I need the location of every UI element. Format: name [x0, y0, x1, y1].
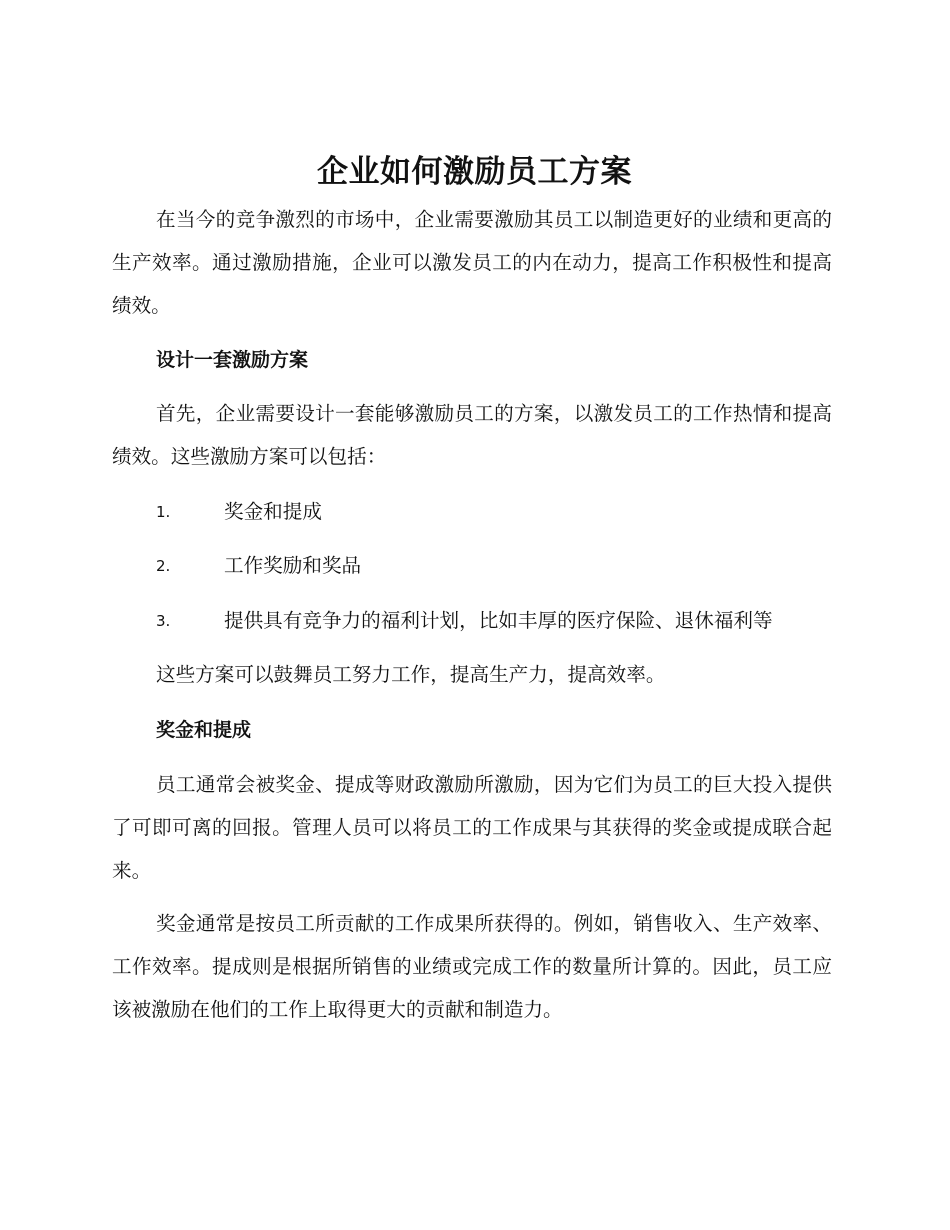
- list-item: [156, 606, 836, 636]
- list-item-number: 2.: [156, 557, 171, 575]
- section-closing-design: 这些方案可以鼓舞员工努力工作，提高生产力，提高效率。: [156, 663, 666, 686]
- section-heading-design: 设计一套激励方案: [156, 349, 309, 371]
- list-item-number: 3.: [156, 612, 171, 630]
- list-item: [156, 551, 836, 581]
- list-item-text: 奖金和提成: [224, 500, 322, 523]
- intro-paragraph: 在当今的竞争激烈的市场中，企业需要激励其员工以制造更好的业绩和更高的生产效率。通过激励措施，企业可以激发员工的内在动力，提高工作积极性和提高绩效。: [112, 208, 832, 317]
- bonus-paragraph-1: 员工通常会被奖金、提成等财政激励所激励，因为它们为员工的巨大投入提供了可即可离的回报。管理人员可以将员工的工作成果与其获得的奖金或提成联合起来。: [112, 773, 832, 882]
- list-item-number: 1.: [156, 503, 171, 521]
- list-item: [156, 497, 836, 527]
- section-heading-bonus: 奖金和提成: [156, 719, 252, 741]
- section-paragraph-design: 首先，企业需要设计一套能够激励员工的方案，以激发员工的工作热情和提高绩效。这些激励方案可以包括：: [112, 402, 832, 468]
- document-title: 企业如何激励员工方案: [317, 154, 632, 190]
- bonus-paragraph-2: 奖金通常是按员工所贡献的工作成果所获得的。例如，销售收入、生产效率、工作效率。提成则是根据所销售的业绩或完成工作的数量所计算的。因此，员工应该被激励在他们的工作上取得更大的贡献和制造力。: [112, 912, 832, 1021]
- list-item-text: 工作奖励和奖品: [224, 554, 362, 577]
- list-item-text: 提供具有竞争力的福利计划，比如丰厚的医疗保险、退休福利等: [224, 609, 773, 632]
